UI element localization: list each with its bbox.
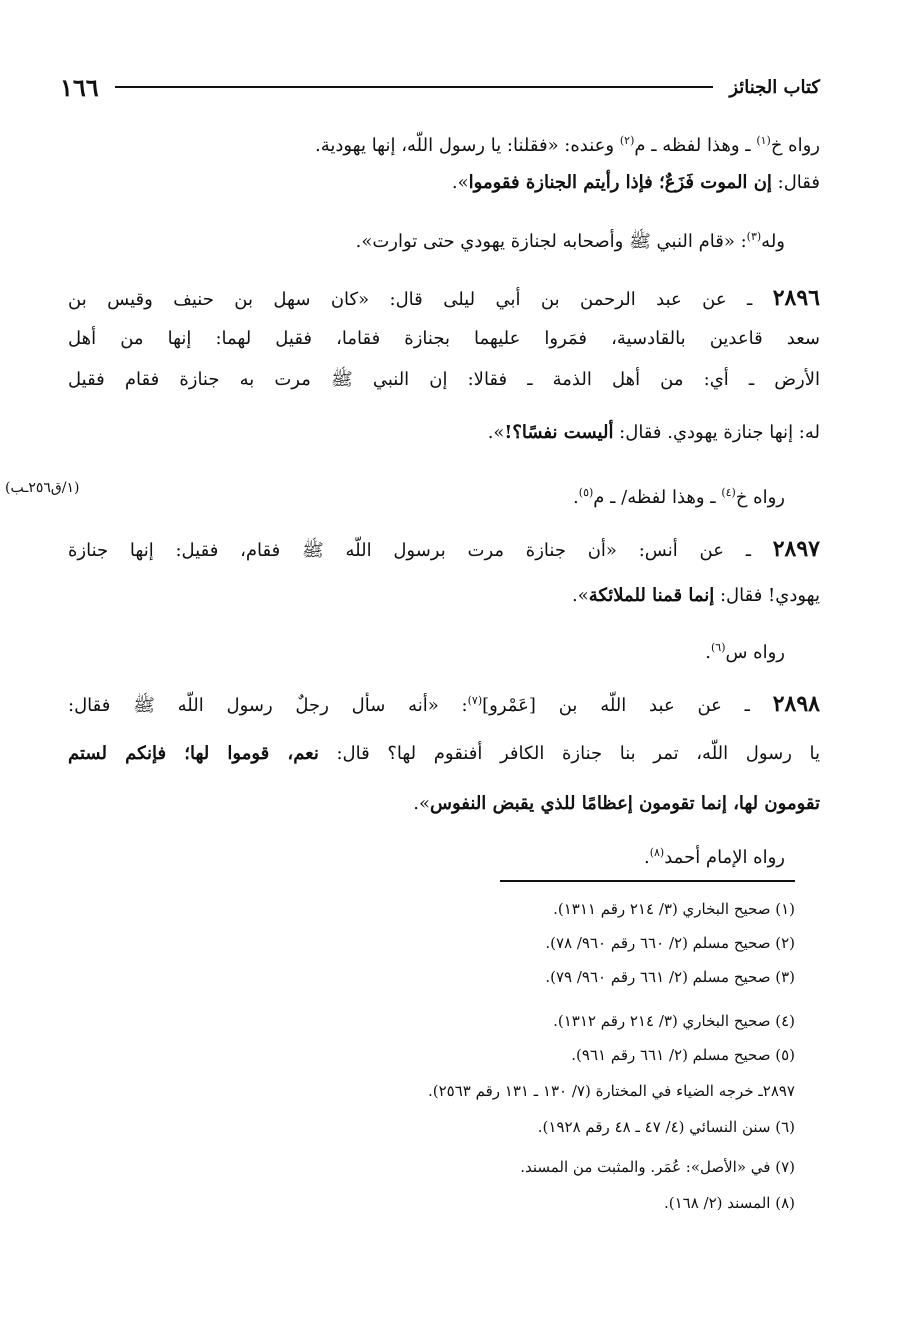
text-line: رواه الإمام أحمد$^{(٨)}$. (643, 846, 785, 868)
text-span: له: إنها جنازة يهودي. فقال: (613, 422, 820, 443)
footnote: (٤) صحيح البخاري (٣/ ٢١٤ رقم ١٣١٢). (553, 1012, 795, 1030)
text-line (572, 583, 820, 609)
prophetic-saying: نعم، قوموا لها؛ فإنكم لستم (68, 743, 319, 764)
footnote: (٦) سنن النسائي (٤/ ٤٧ ـ ٤٨ رقم ١٩٢٨). (537, 1118, 795, 1136)
footnote: (٥) صحيح مسلم (٢/ ٦٦١ رقم ٩٦١). (571, 1046, 795, 1064)
prophetic-saying: تقومون لها، إنما تقومون إعظامًا للذي يقبض النفوس (430, 793, 820, 814)
text-line: الأرض ـ أي: من أهل الذمة ـ فقالا: إن النبي ﷺ مرت به جنازة فقام فقيل (68, 369, 820, 390)
footnote: (٧) في «الأصل»: عُمَر. والمثبت من المسند. (520, 1158, 795, 1176)
text-span: ـ عن عبد الرحمن بن أبي ليلى قال: «كان سهل بن حنيف وقيس بن (68, 289, 773, 310)
footnote-rule (500, 880, 795, 882)
prophetic-saying: إنما قمنا للملائكة (588, 585, 715, 606)
footnote-marker: (٦) (710, 641, 726, 654)
footnote-marker: (٥) (578, 486, 594, 499)
page-header (60, 72, 820, 102)
hadith-number: ٢٨٩٧ (772, 536, 820, 562)
header-rule (115, 86, 714, 88)
text-line: سعد قاعدين بالقادسية، فمَروا عليهما بجنازة فقاما، فقيل لهما: إنها من أهل (68, 328, 820, 349)
footnote: (٣) صحيح مسلم (٢/ ٦٦١ رقم ٩٦٠/ ٧٩). (545, 968, 795, 986)
text-line (68, 741, 820, 767)
text-line: رواه خ$^{(٤)}$ ـ وهذا لفظه/ ـ م$^{(٥)}$. (573, 486, 785, 508)
text-span: ». (451, 172, 469, 193)
text-span: ». (413, 793, 431, 814)
book-title: كتاب الجنائز (729, 76, 820, 98)
text-span: ـ عن عبد اللّه بن [عَمْرو]$^{(٧)}$: «أنه سأل رجلٌ رسول اللّه ﷺ فقال: (68, 694, 773, 716)
hadith-2898-line (68, 688, 820, 719)
page-number: ١٦٦ (60, 72, 99, 102)
hadith-2897-line (68, 536, 820, 564)
text-line (488, 420, 820, 446)
text-line: رواه س$^{(٦)}$. (705, 641, 785, 663)
text-span: يا رسول اللّه، تمر بنا جنازة الكافر أفنقوم لها؟ قال: (318, 743, 820, 764)
footnote: (٨) المسند (٢/ ١٦٨). (663, 1194, 795, 1212)
footnote-marker: (٤) (721, 486, 736, 499)
footnote: (٢) صحيح مسلم (٢/ ٦٦٠ رقم ٩٦٠/ ٧٨). (545, 934, 795, 952)
text-line: رواه خ$^{(١)}$ ـ وهذا لفظه ـ م$^{(٢)}$ وعنده: «فقلنا: يا رسول اللّه، إنها يهودية. (314, 134, 820, 156)
text-line (452, 170, 820, 196)
text-span: ». (571, 585, 589, 606)
footnote-marker: (٨) (649, 846, 665, 859)
footnote: ٢٨٩٧ـ خرجه الضياء في المختارة (٧/ ١٣٠ ـ ١٣١ رقم ٢٥٦٣). (427, 1082, 795, 1100)
hadith-number: ٢٨٩٦ (772, 285, 820, 311)
text-span: يهودي! فقال: (714, 585, 820, 606)
text-span: فقال: (771, 172, 820, 193)
footnote-marker: (١) (756, 134, 771, 147)
footnote-marker: (٣) (746, 230, 762, 243)
footnote-marker: (٧) (467, 694, 483, 707)
footnote-marker: (٢) (619, 134, 635, 147)
prophetic-saying: أليست نفسًا؟! (504, 422, 614, 443)
text-span: ـ عن أنس: «أن جنازة مرت برسول اللّه ﷺ فقام، فقيل: إنها جنازة (68, 540, 773, 561)
text-line: وله$^{(٣)}$: «قام النبي ﷺ وأصحابه لجنازة يهودي حتى توارت». (355, 230, 785, 252)
hadith-number: ٢٨٩٨ (772, 691, 820, 717)
hadith-2896-line (68, 285, 820, 313)
text-span: ». (487, 422, 505, 443)
footnote: (١) صحيح البخاري (٣/ ٢١٤ رقم ١٣١١). (553, 900, 795, 918)
prophetic-saying: إن الموت فَزَعٌ؛ فإذا رأيتم الجنازة فقوموا (468, 172, 772, 193)
margin-note: (١/ق٢٥٦ـب) (5, 480, 80, 496)
text-line (413, 791, 820, 817)
